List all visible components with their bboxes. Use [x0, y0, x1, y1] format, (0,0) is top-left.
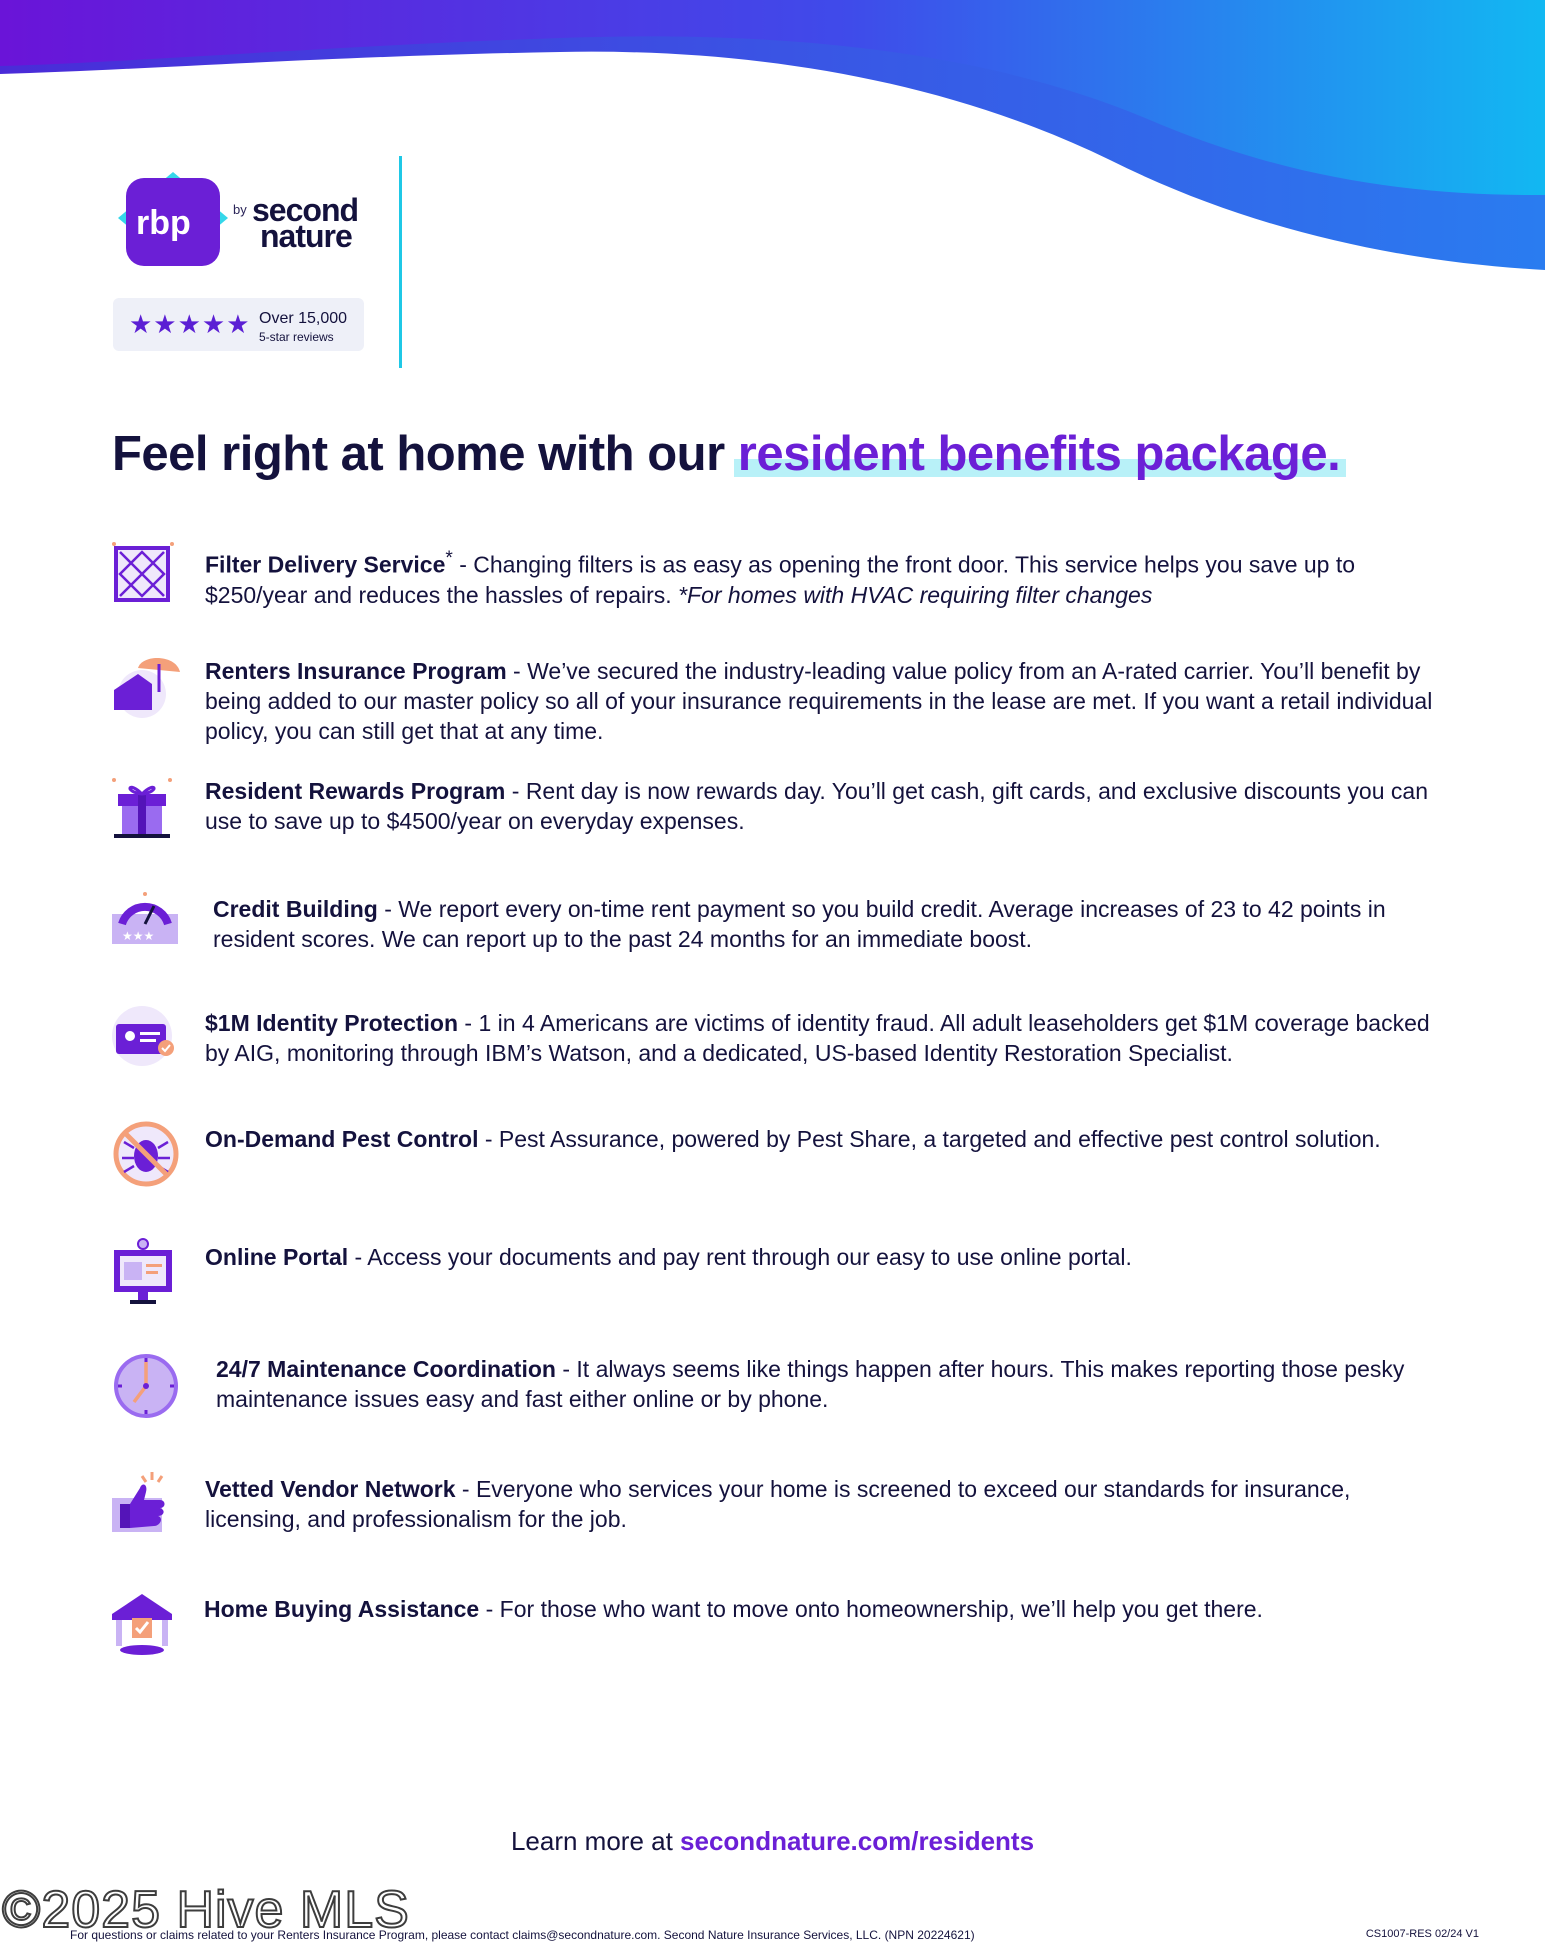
benefit-mark: *: [445, 548, 453, 569]
title-highlight: resident benefits package.: [737, 427, 1341, 481]
benefit-title: Credit Building: [213, 896, 378, 922]
insurance-umbrella-icon: [108, 650, 184, 722]
benefit-desc: - 1 in 4 Americans are victims of identity fraud. All adult leaseholders get $1M coverage backed by AIG, monitoring through IBM’s Watson, and a dedicated, US-based Identity Restoration Specialist.: [205, 1010, 1430, 1066]
benefit-desc: - Pest Assurance, powered by Pest Share, a targeted and effective pest control solution.: [478, 1126, 1381, 1152]
benefit-desc: - We report every on-time rent payment so you build credit. Average increases of 23 to 42 points in resident scores. We can report up to the past 24 months for an immediate boost.: [213, 896, 1386, 952]
benefit-desc: - Everyone who services your home is screened to exceed our standards for insurance, licensing, and professionalism for the job.: [205, 1476, 1351, 1532]
five-star-icon: ★★★★★: [129, 309, 251, 339]
benefit-title: On-Demand Pest Control: [205, 1126, 479, 1152]
benefit-text: [216, 1354, 1451, 1414]
benefit-note: *For homes with HVAC requiring filter changes: [678, 581, 1153, 608]
benefit-desc: - For those who want to move onto homeownership, we’ll help you get there.: [479, 1596, 1263, 1622]
gift-icon: [108, 770, 184, 842]
benefit-desc: - Rent day is now rewards day. You’ll get cash, gift cards, and exclusive discounts you can use to save up to $4500/year on everyday expenses.: [205, 778, 1428, 834]
learn-more-prefix: Learn more at: [510, 1826, 681, 1856]
learn-more: [0, 1826, 1545, 1857]
benefit-text: [204, 1594, 1439, 1624]
document-code: CS1007-RES 02/24 V1: [1365, 1928, 1479, 1940]
monitor-icon: [108, 1236, 184, 1308]
benefit-text: [205, 776, 1440, 836]
logo-second: second: [252, 192, 359, 228]
benefit-title: Renters Insurance Program: [205, 658, 507, 684]
credit-gauge-icon: [108, 888, 184, 960]
watermark: ©2025 Hive MLS: [2, 1881, 410, 1939]
benefit-text: [205, 1124, 1440, 1154]
benefit-title: $1M Identity Protection: [205, 1010, 459, 1036]
divider-line: [399, 156, 402, 368]
footer-disclaimer: For questions or claims related to your Renters Insurance Program, please contact claims@secondnature.com. Second Nature Insurance Services, LLC. (NPN 20224621): [70, 1928, 975, 1942]
benefit-desc: - Changing filters is as easy as opening the front door. This service helps you save up to $250/year and reduces the hassles of repairs.: [205, 551, 1356, 608]
title-plain: Feel right at home with our: [112, 427, 738, 481]
benefit-desc: - We’ve secured the industry-leading value policy from an A-rated carrier. You’ll benefit by being added to our master policy so all of your insurance requirements in the lease are met. If you want a retail individual policy, you can still get that at any time.: [205, 658, 1433, 744]
benefit-title: Resident Rewards Program: [205, 778, 506, 804]
svg-text:★★★: ★★★: [122, 929, 155, 943]
benefit-title: 24/7 Maintenance Coordination: [216, 1356, 556, 1382]
page-title: [112, 426, 1340, 482]
benefit-title: Online Portal: [205, 1244, 349, 1270]
filter-icon: [108, 538, 184, 610]
benefit-title: Home Buying Assistance: [204, 1596, 480, 1622]
logo-nature: nature: [260, 218, 352, 254]
benefit-text: [205, 1242, 1440, 1272]
id-card-icon: [108, 1002, 184, 1074]
benefit-desc: - It always seems like things happen after hours. This makes reporting those pesky maintenance issues easy and fast either online or by phone.: [216, 1356, 1405, 1412]
reviews-badge: [113, 298, 364, 351]
reviews-count: Over 15,000: [259, 310, 348, 327]
learn-more-link[interactable]: secondnature.com/residents: [680, 1826, 1035, 1856]
no-pest-icon: [108, 1118, 184, 1190]
logo-by: by: [233, 202, 247, 217]
clock-icon: [108, 1348, 184, 1420]
reviews-label: 5-star reviews: [259, 330, 334, 344]
thumbs-up-icon: [108, 1468, 184, 1540]
benefit-text: [213, 894, 1448, 954]
benefit-title: Filter Delivery Service: [205, 551, 446, 578]
benefit-desc: - Access your documents and pay rent through our easy to use online portal.: [348, 1244, 1132, 1270]
logo-text: rbp: [136, 204, 191, 242]
benefit-text: [205, 544, 1440, 610]
benefit-title: Vetted Vendor Network: [205, 1476, 456, 1502]
benefit-text: [205, 656, 1440, 746]
house-check-icon: [108, 1588, 184, 1660]
benefit-text: [205, 1474, 1440, 1534]
benefit-text: [205, 1008, 1440, 1068]
